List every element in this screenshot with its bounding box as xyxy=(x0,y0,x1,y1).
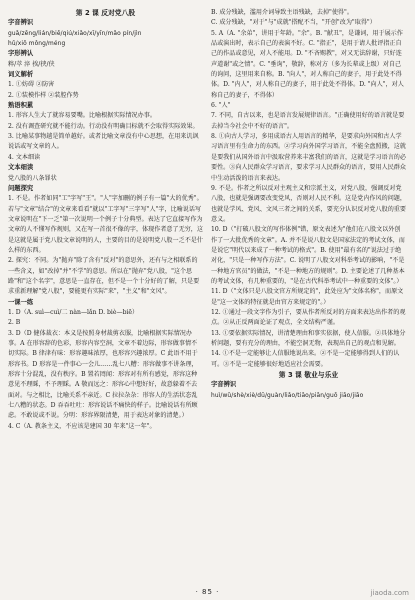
text-paragraph: 9. 不是。作者之所以反对主观主义和宗派主义，对党八股，强调反对党八股，也就是强调要改变党风，否则对人民不利。这是党内作风的问题，也就是学风、党风、文风三者之间的关系，要充分认识反对党八股的重要意义。 xyxy=(211,184,406,223)
pinyin-line: guǎ/zēng/lián/biē/qiú/xiǎo/xī/yīn/mǎo pín/jìn xyxy=(8,30,142,37)
right-column xyxy=(211,8,406,586)
page-number: · 85 · xyxy=(195,588,220,596)
section-heading: 熟语积累 xyxy=(8,102,34,110)
text-line: 1. ①妨碍 ②防害 xyxy=(8,81,55,89)
section-heading: 文本细读 xyxy=(8,164,34,172)
text-line: 2. ①装模作样 ②装腔作势 xyxy=(8,91,79,99)
text-paragraph: 1. 不是。作者如同"工"字写"王"。"人"字加删的例子有一篇"大的优秀"。若与"文章"结合"的文章来看看"就以"工字写"三字写"人"字，比喻说话写文章说明在"下一乏"第一次说明一个例子十分典型。表达了它直接写作为文章的人不懂写作规则，又在写一首很不像的字，体现作者意了无穷，这是这就是属于党八股文章说明的人，主要的目的是说明党八股一乏不是什么样的东西。 xyxy=(8,195,203,254)
text-paragraph: B. 成分残缺，滥用介词导致主语残缺，去掉"使得"。 xyxy=(211,9,353,16)
two-column-layout xyxy=(8,8,407,586)
section-heading: 一课一练 xyxy=(8,298,34,306)
text-line: 党八股的八条罪状 xyxy=(8,174,57,182)
text-paragraph: 2. B xyxy=(8,319,21,327)
text-paragraph: 5. A（A. "余弟"，讲用于年龄。"余"。B. "献丑"，是谦词，用于展示作品或演出时，表示自己的表演不好。C. "指正"，是用于请人批评指正自己的作品或意见，对人不能用。D. "不吝赐教"，对又无法辞谢，只好连声道谢"或之情"。C. "垂询"，敬辞，称对方（多为长辈或上级）对自己的询问，这里用来自称。B. "向人"，对人称自己的妻子，用于此处不得体。D. "内人"，对人称自己的妻子，用于此处不得体。D. "向人"，对人称自己的妻子，不得体） xyxy=(211,29,404,99)
section-heading: 词义解析 xyxy=(8,71,34,79)
watermark: jiaoda.com xyxy=(370,589,409,597)
lesson-title: 第 3 课 敬业与乐业 xyxy=(278,371,339,380)
lesson-title: 第 2 课 反对党八股 xyxy=(75,9,136,17)
text-paragraph: C. 成分残缺，"对于"与"成就"搭配不当，"开创"改为"取得"） xyxy=(211,19,376,27)
left-column xyxy=(8,8,203,586)
pinyin-line: huì/wǔ/shè/xiè/dū/guàn/liǎo/tiāo/piān/guō jiāo/jiāo xyxy=(211,392,364,399)
text-paragraph: 13. ①要依据实际情况，讲清楚理由和事实依据，使人信服。②具体地分析问题，要有充分的理由，不能空洞无物，表现出自己的观点和见解。 xyxy=(211,329,406,347)
text-paragraph: 1. 形容人生大了就容易要嘴。比喻根据实际情况办事。 xyxy=(8,112,156,120)
text-paragraph: 4. 文本细读 xyxy=(8,153,41,161)
text-paragraph: 2. 没有调查研究就不能行动。行动没有明确目标就不会取得实际效果。 xyxy=(8,122,199,130)
text-paragraph: 11. D（"文体只是八股文官方所规定的"，此处应为"文体名称"，而原文是"这一文体的特征就是由官方来规定的"。） xyxy=(211,288,404,306)
text-paragraph: 14. ①不是一定能够让人信服地说出来。②不是一定能够得到人们的认可。③不是一定能够很好地适应社会需要。 xyxy=(211,350,400,368)
text-paragraph: 3. D（D 健体裁衣：本义是按照身材裁剪衣服，比喻根据实际情况办事。A 在形容辞的色彩，形容内容空洞，文章不着边际，形容做事情不切实际。B 律津有味：形容趣味浓厚，也形容兴趣浓厚。C 此语不用于形容书。D 形容是一件事心一会儿……乱七八糟：形容做事不讲条理，形容十分混乱，没有秩序。B 置若罔闻：形容对有所有感觉，形容这种意见不理睬，不予理睬。A 敬而远之：形容心中想好好，故意躲着不去面对。与之相比，比喻关系不亲近。C 拉拉杂杂：形容人的生活状态乱七八糟的状态。D 吞吞吐吐：形容说话不痛快的样子。比喻说话有所顾虑。不敢说或不说。分明：形容界限清楚，用于表达对象的清楚。） xyxy=(8,329,198,420)
text-paragraph: 3. 比喻某事物越是简单越好。或者比喻文章没有中心思想，在用来讥讽说话或写文章的人。 xyxy=(8,133,199,151)
section-heading: 字形辨认 xyxy=(8,50,34,58)
text-paragraph: 12. ①通过一段文字作为引子，要从作者所反对的方面来表达出作者的观点。②从正反两面论证了观点，全文结构严谨。 xyxy=(211,308,406,327)
text-paragraph: 8. ①向古人学习，多用成语古人用语言的精华，是要求向外国和古人学习语言里有生命力的东西。②学习向外国学习语言，不能全盘照搬，这就是要我们从国外语言中汲取营养来丰富我们的语言，这就是学习语言的必要性。③向人民群众学习语言，要求学习人民群众的语言，要用人民群众中生动活泼的语言来表达。 xyxy=(211,133,406,182)
text-paragraph: 2. 探究：不同。为"抛弃"除了含有"反对"的意思外，还有与之相联系的一些含义，如"改掉"并"不学"的意思。所以在"抛弃"党八股，"这个思路"和"这个名字"，意思是一直存在，但不是一个十分好的了解，只是要求重新理解"党八股"，要能更有实际"来"，"主义"和"文风"。 xyxy=(8,257,200,296)
section-heading: 字音辨识 xyxy=(8,19,34,27)
text-paragraph: 10. D（"打破八股文的写作体例"错，原文表述为"他们在八股文以外创作了一大批优秀的文章"。A. 并不是说八股文是国家法定的考试文体，而是说它"明代以来成了一种考试的格式"。B. 使用"最有名的"说法过于绝对化，"只是一种写作方法"。C. 说明了八股文对科举考试的影响，"不是一种地方官员"的做法，"不是一种地方的规则"。D. 主要论述了几种基本的考试文体，有几种重要的，"是在古代科举考试中一种重要的文体"。） xyxy=(211,226,405,285)
text-paragraph: 7. 不同，自古以来，也是语言发展规律语言。"正确使用好的语言就是要去掉当今社会中不好的语言"。 xyxy=(211,112,405,130)
section-heading: 问题探究 xyxy=(8,184,34,192)
text-paragraph: 1. D（A. suì—cuì/二 nàn—lǎn D. biè—biē） xyxy=(8,308,139,316)
section-heading: 字音辨识 xyxy=(211,381,237,389)
text-paragraph: 4. C（A. 教条主义，不应该是建国 30 年来"这一年"。 xyxy=(8,422,156,430)
text-line: 粹/萃 淬 挨/挟/侠 xyxy=(8,60,55,68)
pinyin-line: hǔ/xiō mǒng/méng xyxy=(8,41,66,48)
text-paragraph: 6. "人" xyxy=(211,102,231,110)
